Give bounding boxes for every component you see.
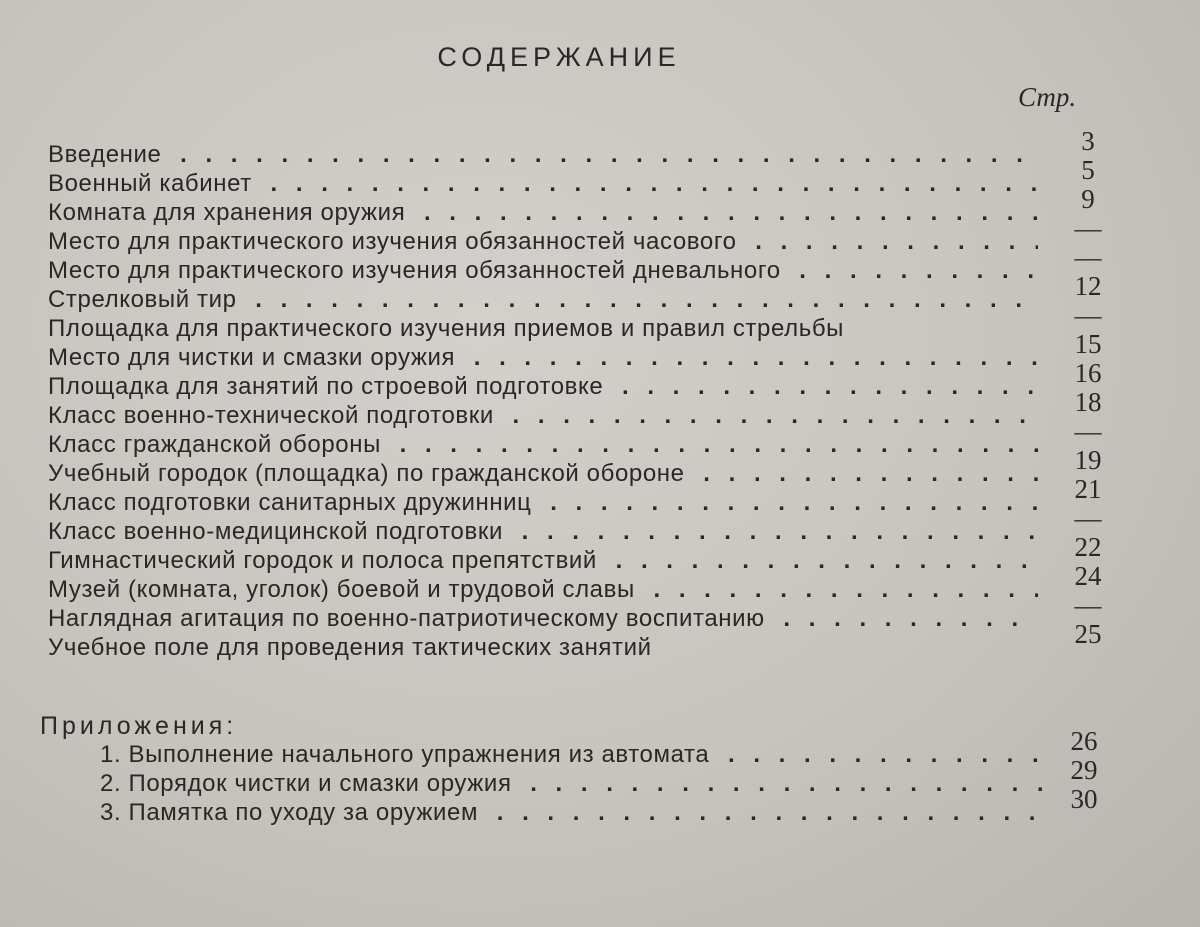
toc-entry-page: 12 (1074, 271, 1102, 301)
toc-entry-label: Комната для хранения оружия (48, 199, 406, 226)
toc-entry-label: Стрелковый тир (48, 286, 237, 313)
toc-entry-page: 22 (1074, 532, 1102, 562)
toc-entry-label: Военный кабинет (48, 170, 252, 197)
toc-entry (48, 590, 1118, 633)
appendix-entry (100, 755, 1118, 798)
toc-entry (48, 213, 1118, 256)
toc-entry-label: Учебный городок (площадка) по гражданской обороне (48, 460, 685, 487)
toc-entry-label: Место для практического изучения обязанностей часового (48, 228, 737, 255)
toc-entry-page: 3 (1081, 126, 1095, 156)
toc-entry-page: — (1074, 503, 1102, 533)
toc-entry (48, 619, 1118, 662)
toc-entry (48, 126, 1118, 169)
toc-entry-label: Класс подготовки санитарных дружинниц (48, 489, 532, 516)
page-title: СОДЕРЖАНИЕ (437, 42, 681, 72)
toc-entry (48, 561, 1118, 604)
toc-entry-page: 18 (1074, 387, 1102, 417)
toc-entry (48, 300, 1118, 343)
toc-entry (48, 329, 1118, 372)
toc-entry-page: 21 (1074, 474, 1102, 504)
toc-entry (48, 358, 1118, 401)
toc-entry-page: — (1074, 242, 1102, 272)
appendix-entry-label: 3. Памятка по уходу за оружием (100, 799, 479, 826)
toc-entry (48, 503, 1118, 546)
toc-entry-page: 19 (1074, 445, 1102, 475)
toc-entry-label: Площадка для практического изучения приемов и правил стрельбы (48, 315, 845, 342)
toc-entry-page: — (1074, 590, 1102, 620)
toc-entry-label: Введение (48, 141, 162, 168)
toc-entry-label: Наглядная агитация по военно-патриотическому воспитанию (48, 605, 765, 632)
toc-entry-page: 16 (1074, 358, 1102, 388)
toc-entry-label: Класс гражданской обороны (48, 431, 381, 458)
toc-entry-label: Учебное поле для проведения тактических занятий (48, 634, 652, 661)
toc-entry-page: 25 (1074, 619, 1102, 649)
toc-entry-page: — (1074, 213, 1102, 243)
toc-entry-label: Гимнастический городок и полоса препятствий (48, 547, 597, 574)
toc-entry-label: Музей (комната, уголок) боевой и трудовой славы (48, 576, 635, 603)
toc-entry-label: Класс военно-медицинской подготовки (48, 518, 503, 545)
page-column-label: Стр. (1018, 82, 1077, 112)
appendix-entry-page: 29 (1070, 755, 1098, 785)
toc-entry (48, 271, 1118, 314)
toc-entry-label: Площадка для занятий по строевой подготовке (48, 373, 604, 400)
toc-entry-label: Класс военно-технической подготовки (48, 402, 494, 429)
table-of-contents (48, 126, 1118, 662)
toc-entry (48, 474, 1118, 517)
toc-entry-page: 9 (1081, 184, 1095, 214)
toc-entry (48, 532, 1118, 575)
toc-entry (48, 242, 1118, 285)
toc-entry-label: Место для чистки и смазки оружия (48, 344, 456, 371)
toc-entry (48, 155, 1118, 198)
appendix-entry (100, 784, 1118, 827)
toc-entry (48, 445, 1118, 488)
toc-entry (48, 387, 1118, 430)
toc-entry-page: 24 (1074, 561, 1102, 591)
toc-entry (48, 416, 1118, 459)
appendix-entry-label: 2. Порядок чистки и смазки оружия (100, 770, 512, 797)
appendix-entry-label: 1. Выполнение начального упражнения из автомата (100, 741, 710, 768)
appendix-entry (100, 726, 1118, 769)
appendix-heading: Приложения: (40, 712, 238, 740)
toc-entry-label: Место для практического изучения обязанностей дневального (48, 257, 781, 284)
appendix-entry-page: 26 (1070, 726, 1098, 756)
toc-entry-page: — (1074, 300, 1102, 330)
appendix-list (100, 726, 1118, 827)
toc-entry-page: 15 (1074, 329, 1102, 359)
toc-entry-page: — (1074, 416, 1102, 446)
appendix-entry-page: 30 (1070, 784, 1098, 814)
toc-entry (48, 184, 1118, 227)
toc-entry-page: 5 (1081, 155, 1095, 185)
